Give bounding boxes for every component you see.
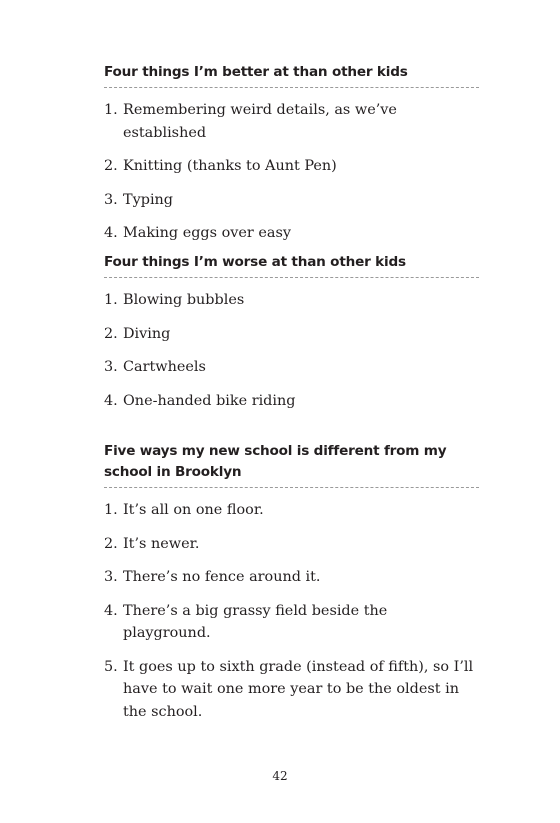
item-text: It goes up to sixth grade (instead of fifth), so I’ll have to wait one more year to be the oldest in the school. <box>123 658 474 720</box>
item-text: One-handed bike riding <box>123 392 296 409</box>
item-text: Knitting (thanks to Aunt Pen) <box>123 158 337 174</box>
item-number: 2. <box>104 325 118 342</box>
section-heading: Four things I’m better at than other kids <box>104 62 479 88</box>
item-number: 1. <box>104 102 118 118</box>
list-section-new-school <box>104 441 479 723</box>
list-item <box>104 656 479 724</box>
list-item <box>104 390 479 413</box>
numbered-list <box>104 99 479 245</box>
list-item <box>104 222 479 245</box>
item-number: 5. <box>104 658 118 675</box>
list-section-better <box>104 62 479 245</box>
list-item <box>104 533 479 556</box>
page-number: 42 <box>272 769 288 783</box>
item-text: Typing <box>123 191 174 208</box>
section-heading: Four things I’m worse at than other kids <box>104 252 479 278</box>
item-text: Making eggs over easy <box>123 225 291 241</box>
item-text: It’s all on one floor. <box>123 502 264 518</box>
numbered-list <box>104 289 479 412</box>
item-number: 4. <box>104 392 118 409</box>
list-item <box>104 99 479 144</box>
numbered-list <box>104 499 479 723</box>
section-heading: Five ways my new school is different from my school in Brooklyn <box>104 441 479 488</box>
list-item <box>104 600 479 645</box>
item-text: Cartwheels <box>123 359 206 375</box>
list-section-worse <box>104 252 479 412</box>
list-item <box>104 323 479 346</box>
item-number: 1. <box>104 502 118 518</box>
item-number: 2. <box>104 535 118 552</box>
item-text: Diving <box>123 325 171 342</box>
item-number: 3. <box>104 569 118 585</box>
item-text: Remembering weird details, as we’ve established <box>123 102 397 141</box>
item-text: Blowing bubbles <box>123 292 245 308</box>
list-item <box>104 155 479 178</box>
item-text: There’s no fence around it. <box>123 569 321 585</box>
list-item <box>104 499 479 522</box>
item-number: 1. <box>104 292 118 308</box>
item-number: 4. <box>104 225 118 241</box>
item-number: 2. <box>104 158 118 174</box>
item-number: 3. <box>104 359 118 375</box>
item-text: It’s newer. <box>123 535 200 552</box>
list-item <box>104 189 479 212</box>
item-number: 3. <box>104 191 118 208</box>
list-item <box>104 566 479 589</box>
list-item <box>104 289 479 312</box>
item-text: There’s a big grassy field beside the playground. <box>123 602 388 641</box>
list-item <box>104 356 479 379</box>
item-number: 4. <box>104 602 118 619</box>
